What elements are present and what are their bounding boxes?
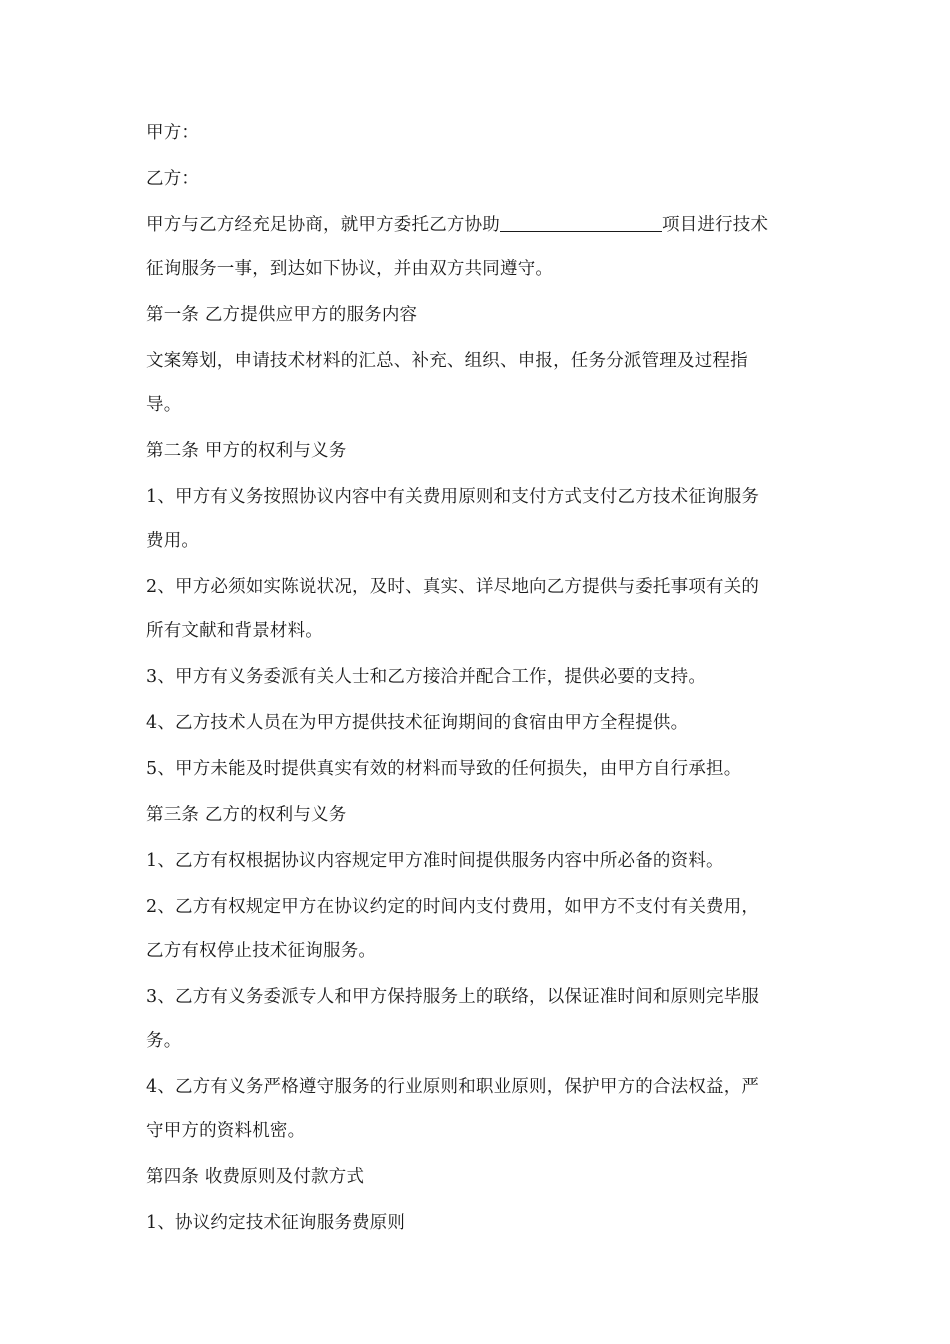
intro-line-2: 征询服务一事，到达如下协议，并由双方共同遵守。 <box>146 259 554 279</box>
article-3-item-4-line-1: 4、乙方有义务严格遵守服务的行业原则和职业原则，保护甲方的合法权益，严 <box>146 1077 760 1097</box>
intro-line-1 <box>146 212 806 239</box>
article-1-body-line-2: 导。 <box>146 395 182 415</box>
article-2-item-2-line-2: 所有文献和背景材料。 <box>146 621 323 641</box>
article-1-title: 第一条 乙方提供应甲方的服务内容 <box>146 305 418 325</box>
document-body <box>146 120 806 1237</box>
article-4-item-1: 1、协议约定技术征询服务费原则 <box>146 1213 406 1233</box>
intro-text-after-blank: 项目进行技术 <box>662 215 769 235</box>
intro-text-before-blank: 甲方与乙方经充足协商，就甲方委托乙方协助 <box>146 215 500 235</box>
article-3-item-3-line-2: 务。 <box>146 1031 182 1051</box>
article-3-title: 第三条 乙方的权利与义务 <box>146 805 347 825</box>
project-name-blank <box>500 213 662 232</box>
article-3-item-3-line-1: 3、乙方有义务委派专人和甲方保持服务上的联络，以保证准时间和原则完毕服 <box>146 987 760 1007</box>
article-2-title: 第二条 甲方的权利与义务 <box>146 441 347 461</box>
article-2-item-1-line-1: 1、甲方有义务按照协议内容中有关费用原则和支付方式支付乙方技术征询服务 <box>146 487 760 507</box>
article-2-item-1-line-2: 费用。 <box>146 531 200 551</box>
article-1-body-line-1: 文案筹划，申请技术材料的汇总、补充、组织、申报，任务分派管理及过程指 <box>146 351 748 371</box>
article-4-title: 第四条 收费原则及付款方式 <box>146 1167 365 1187</box>
article-3-item-1: 1、乙方有权根据协议内容规定甲方准时间提供服务内容中所必备的资料。 <box>146 851 724 871</box>
article-2-item-2-line-1: 2、甲方必须如实陈说状况，及时、真实、详尽地向乙方提供与委托事项有关的 <box>146 577 760 597</box>
article-3-item-2-line-2: 乙方有权停止技术征询服务。 <box>146 941 377 961</box>
article-3-item-2-line-1: 2、乙方有权规定甲方在协议约定的时间内支付费用，如甲方不支付有关费用， <box>146 897 760 917</box>
article-2-item-5: 5、甲方未能及时提供真实有效的材料而导致的任何损失，由甲方自行承担。 <box>146 759 742 779</box>
article-2-item-4: 4、乙方技术人员在为甲方提供技术征询期间的食宿由甲方全程提供。 <box>146 713 689 733</box>
party-b-label: 乙方： <box>146 169 200 189</box>
article-2-item-3: 3、甲方有义务委派有关人士和乙方接洽并配合工作，提供必要的支持。 <box>146 667 707 687</box>
article-3-item-4-line-2: 守甲方的资料机密。 <box>146 1121 306 1141</box>
party-a-label: 甲方： <box>146 123 200 143</box>
